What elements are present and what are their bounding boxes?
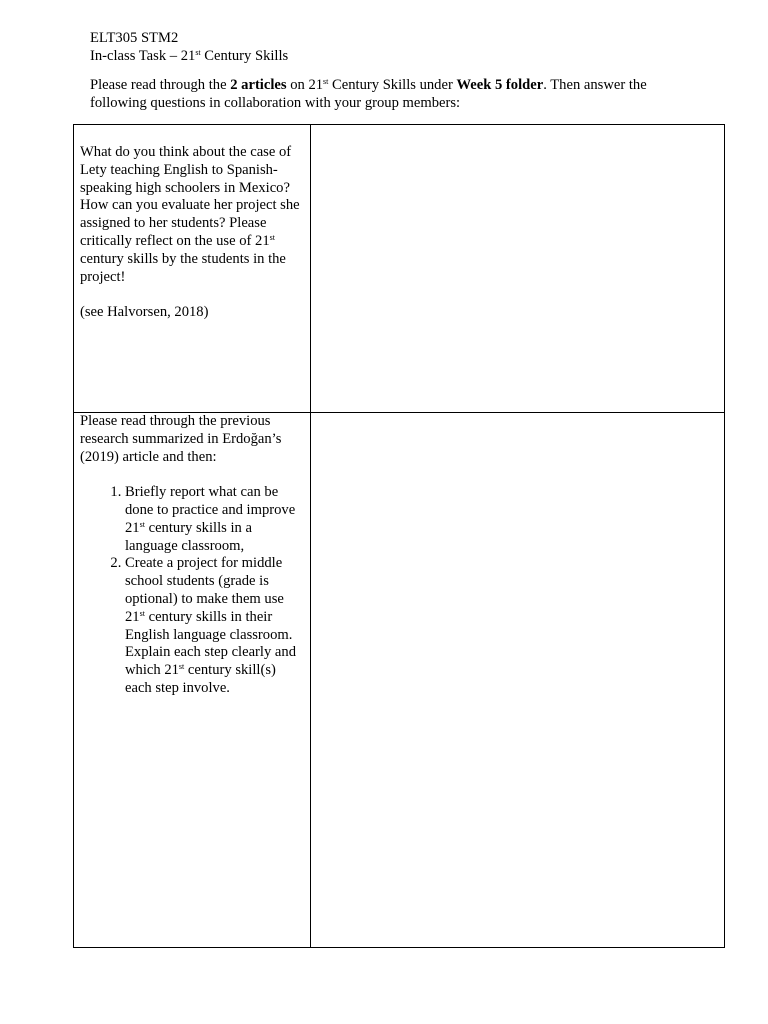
- document-header: [90, 30, 288, 66]
- question-2-cell: [74, 413, 311, 948]
- table-row: [74, 413, 725, 948]
- list-item: 1. Briefly report what can be done to practice and improve 21st century skills in a language classroom,: [125, 484, 304, 555]
- answer-2-cell[interactable]: [311, 413, 725, 948]
- table-row: [74, 125, 725, 413]
- answer-1-cell[interactable]: [311, 125, 725, 413]
- list-item: 2. Create a project for middle school students (grade is optional) to make them use 21st century skills in their English language classroom. Explain each step clearly and which 21st century skill(s) each step involve.: [125, 555, 304, 697]
- task-title: In-class Task – 21st Century Skills: [90, 47, 289, 64]
- course-code: ELT305 STM2: [90, 30, 179, 46]
- instructions-paragraph: Please read through the 2 articles on 21st Century Skills under Week 5 folder. Then answer the following questions in collaboration with your group members:: [90, 77, 647, 111]
- question-2-intro: Please read through the previous research summarized in Erdoğan’s (2019) article and then:: [80, 413, 282, 465]
- answer-1-area[interactable]: [311, 125, 724, 412]
- task-table: [73, 124, 725, 948]
- question-1-reference: (see Halvorsen, 2018): [80, 304, 209, 321]
- question-1-cell: [74, 125, 311, 413]
- answer-2-area[interactable]: [311, 413, 724, 947]
- question-2-list: [80, 484, 304, 698]
- question-1-text: What do you think about the case of Lety teaching English to Spanish-speaking high schoolers in Mexico? How can you evaluate her project she assigned to her students? Please critically reflect on the use of 21st century skills by the students in the project!: [80, 144, 300, 285]
